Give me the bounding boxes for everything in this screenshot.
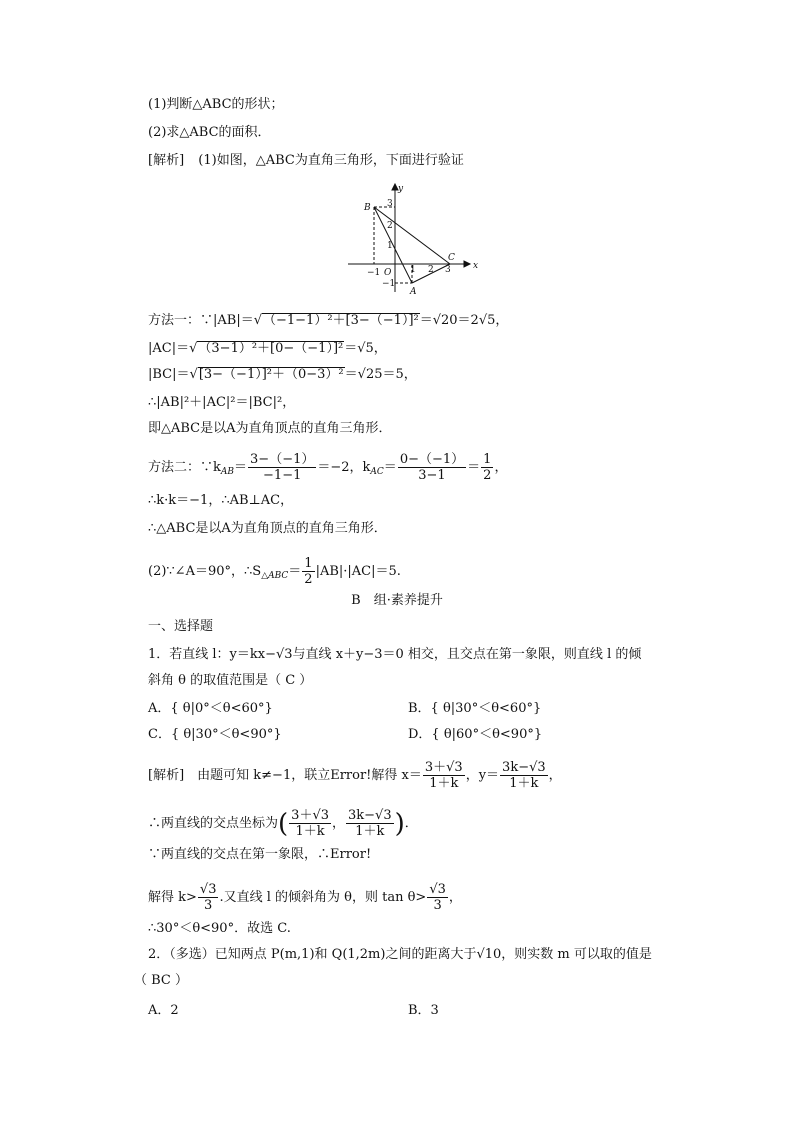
problem1-result: ∴30°＜θ<90°．故选 C. — [148, 921, 291, 936]
option-b: B．{ θ|30°＜θ<60°} — [408, 701, 542, 716]
method1-ab: 方法一：∵|AB|＝√（−1−1）²＋[3−（−1）]²＝√20＝2√5， — [148, 313, 509, 328]
x-tick-neg1: −1 — [367, 268, 381, 278]
x-tick-3: 3 — [445, 265, 451, 275]
x-axis-label: x — [473, 261, 479, 271]
point-c-label: C — [448, 253, 455, 263]
point-b-label: B — [364, 203, 371, 213]
option-a: A．2 — [148, 1003, 179, 1018]
triangle-figure — [344, 180, 480, 296]
method2-slopes: 方法二：$\because k_{AB}=$ $\frac{3-(-1)}{-1-1}$ ＝−2，$k_{AC}=$ $\frac{0-(-1)}{3-1}$ ＝ $\frac{1}{2}$ ， — [148, 452, 508, 483]
method2-conclusion: ∴△ABC是以A为直角顶点的直角三角形． — [148, 521, 387, 536]
problem1-line1: 1．若直线 l：y＝kx−√3与直线 x＋y−3＝0 相交，且交点在第一象限，则直线 l 的倾 — [148, 647, 642, 662]
section-1-heading: 一、选择题 — [148, 619, 214, 634]
section-b-heading: B 组·素养提升 — [351, 593, 443, 608]
problem2-line2: （ BC ） — [134, 973, 189, 988]
problem2-line1: 2．（多选）已知两点 P(m,1)和 Q(1,2m)之间的距离大于√10，则实数 m 可以取的值是 — [148, 947, 652, 962]
option-a: A．{ θ|0°＜θ<60°} — [148, 701, 273, 716]
y-tick-neg1: −1 — [382, 279, 396, 289]
analysis-intro-text: (1)如图，△ABC为直角三角形，下面进行验证 — [198, 153, 464, 168]
problem1-line2: 斜角 θ 的取值范围是（ C ） — [148, 673, 313, 688]
x-tick-1: 1 — [410, 265, 416, 275]
problem2-options — [148, 1002, 439, 1020]
method1-ac: |AC|＝√（3−1）²＋[0−（−1）]²＝√5， — [148, 341, 387, 356]
question-part-1: (1)判断△ABC的形状； — [148, 97, 284, 112]
method1-sum: ∴|AB|²＋|AC|²＝|BC|²， — [148, 395, 296, 410]
option-d: D．{ θ|60°＜θ<90°} — [408, 727, 543, 742]
x-tick-2: 2 — [428, 265, 434, 275]
point-a-label: A — [410, 287, 417, 296]
problem1-options-cd — [148, 726, 543, 744]
method1-conclusion: 即△ABC是以A为直角顶点的直角三角形． — [148, 421, 392, 436]
y-tick-2: 2 — [387, 221, 393, 231]
problem1-quadrant: ∵两直线的交点在第一象限，∴Error! — [148, 847, 372, 862]
y-tick-1: 1 — [387, 241, 393, 251]
origin-label: O — [384, 268, 392, 278]
side-bc — [374, 207, 450, 264]
problem1-options-ab — [148, 700, 542, 718]
question-part-2: (2)求△ABC的面积． — [148, 125, 271, 140]
problem1-solve: 解得 k> $\frac{√3}{3}$ .又直线 l 的倾斜角为 θ，则 tan θ> $\frac{√3}{3}$ ， — [148, 882, 462, 913]
method2-product: ∴k·k＝−1，∴AB⊥AC， — [148, 493, 294, 508]
analysis-tag: [解析] — [148, 153, 185, 168]
problem1-point: ∴两直线的交点坐标为( $\frac{3+√3}{1+k}$ ， $\frac{3k-√3}{1+k}$ )． — [148, 808, 418, 839]
y-axis-label: y — [398, 184, 404, 194]
y-tick-3: 3 — [387, 199, 393, 209]
problem1-solution: [解析] 由题可知 k≠−1，联立Error!解得 x＝ $\frac{3+√3}{1+k}$ ，y＝ $\frac{3k-√3}{1+k}$ ， — [148, 760, 562, 791]
analysis-intro — [148, 152, 464, 170]
option-b: B．3 — [408, 1003, 439, 1018]
part2-area: (2)∵∠A＝90°，$\therefore S_{\triangle ABC}=$ $\frac{1}{2}$ |AB|·|AC|＝5. — [148, 556, 401, 587]
option-c: C．{ θ|30°＜θ<90°} — [148, 727, 282, 742]
method1-bc: |BC|＝√[3−（−1）]²＋（0−3）²＝√25＝5， — [148, 367, 417, 382]
